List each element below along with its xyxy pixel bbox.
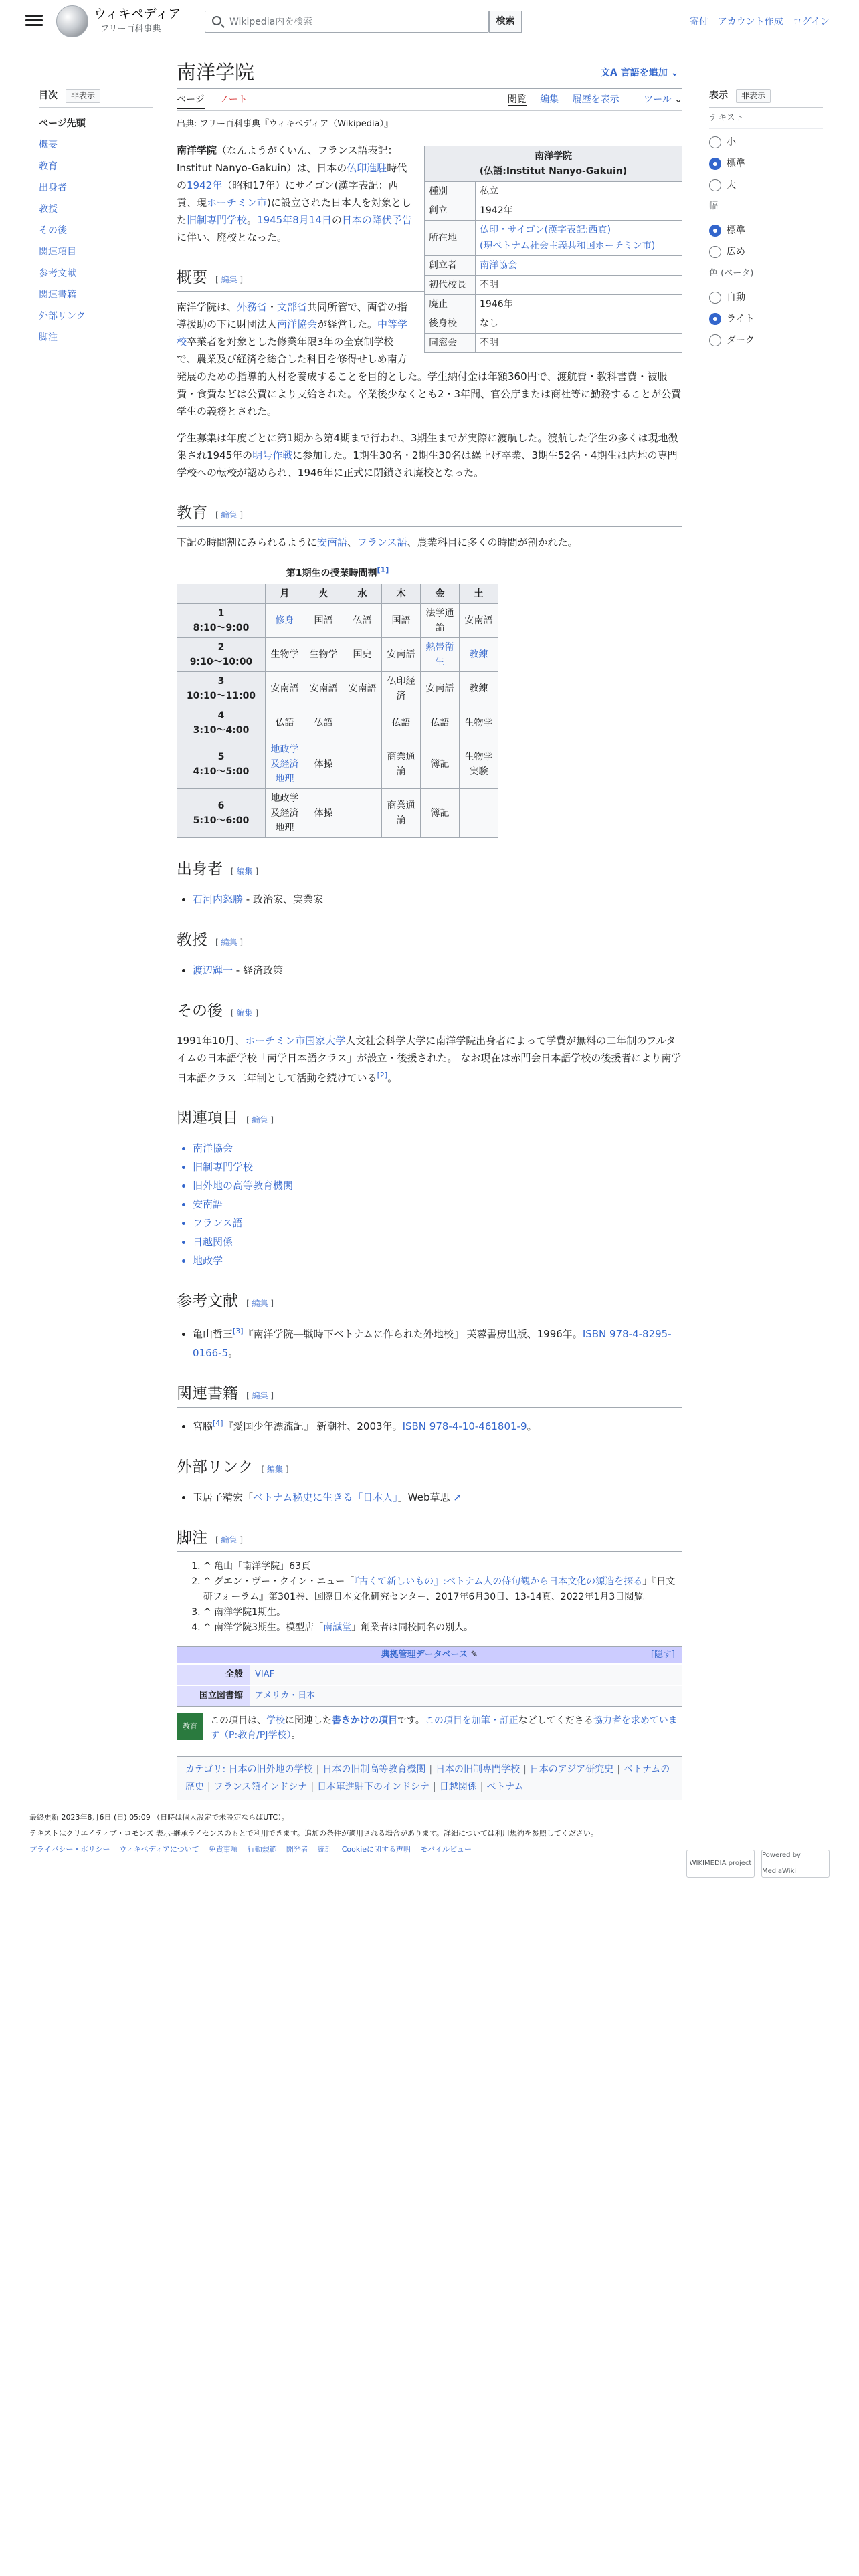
- schedule-cell: 仏語: [304, 706, 343, 740]
- infobox-key: 所在地: [425, 221, 476, 256]
- section-heading-after: その後 [ 編集 ]: [177, 1000, 682, 1025]
- infobox-caption: 南洋学院 (仏語:Institut Nanyo-Gakuin): [425, 146, 682, 182]
- infobox-key: 種別: [425, 182, 476, 201]
- footer-link[interactable]: Cookieに関する声明: [341, 1845, 411, 1854]
- category-separator: |: [480, 1781, 484, 1792]
- tab-tools[interactable]: ツール ⌄: [644, 94, 682, 105]
- schedule-cell: 安南語: [343, 671, 382, 706]
- toc-item[interactable]: 出身者: [39, 183, 67, 194]
- link[interactable]: 協力者を求めています: [210, 1715, 678, 1741]
- schedule-cell: 商業通論: [382, 740, 421, 788]
- section-heading-related: 関連項目 [ 編集 ]: [177, 1107, 682, 1132]
- category-separator: |: [207, 1781, 211, 1792]
- link[interactable]: ホーチミン市国家大学: [245, 1034, 346, 1047]
- stub-icon: 教育: [177, 1713, 203, 1740]
- toc-item[interactable]: ページ先頭: [39, 118, 86, 130]
- list-item: • 亀山哲三[3]『南洋学院―戦時下ベトナムに作られた外地校』 芙蓉書房出版、1996年。ISBN 978-4-8295-0166-5。: [193, 1322, 682, 1362]
- search-input[interactable]: [205, 11, 489, 33]
- radio-label: 標準: [727, 225, 745, 236]
- section-heading-references: 参考文献 [ 編集 ]: [177, 1290, 682, 1315]
- radio-width-standard[interactable]: [709, 225, 721, 237]
- link[interactable]: 石河内怒勝: [193, 893, 244, 905]
- authority-control: [177, 1646, 682, 1707]
- schedule-cell: 生物学: [460, 706, 498, 740]
- radio-label: 広め: [727, 246, 745, 257]
- radio-label: 小: [727, 137, 736, 148]
- authority-key: 国立図書館: [177, 1686, 250, 1706]
- edit-link[interactable]: 編集: [236, 1008, 253, 1018]
- category-separator: |: [310, 1781, 314, 1792]
- after-paragraph: 1991年10月、ホーチミン市国家大学人文社会科学大学に南洋学院出身者によって学費が無料の二年制のフルタイムの日本語学校「南学日本語クラス」が設立・後援された。 なお現在は赤門会日本語学校の後援者により南学日本語クラス二年制として活動を続けている[2]。: [177, 1034, 682, 1084]
- toc-hide-button[interactable]: 非表示: [66, 89, 100, 103]
- section-heading-overview: 概要 [ 編集 ]: [177, 266, 682, 292]
- radio-width-wide[interactable]: [709, 246, 721, 258]
- schedule-cell: 仏語: [382, 706, 421, 740]
- link[interactable]: 1942年: [187, 179, 223, 191]
- schedule-cell: 安南語: [382, 637, 421, 671]
- page-tabs: [177, 92, 682, 110]
- radio-color-dark[interactable]: [709, 334, 721, 346]
- link[interactable]: 南洋協会: [277, 318, 318, 330]
- schedule-cell: [460, 788, 498, 837]
- schedule-cell: 安南語: [304, 671, 343, 706]
- related-link[interactable]: • フランス語: [193, 1214, 682, 1232]
- link[interactable]: 渡辺輝一: [193, 964, 233, 976]
- category-separator: |: [433, 1781, 436, 1792]
- category-separator: |: [617, 1763, 620, 1775]
- edit-link[interactable]: 編集: [252, 1115, 268, 1125]
- category-link[interactable]: ベトナム: [486, 1781, 524, 1792]
- infobox-key: 廃止: [425, 295, 476, 314]
- schedule-period-header: 4 3:10〜4:00: [177, 706, 266, 740]
- link[interactable]: （P:教育/PJ学校）: [219, 1729, 292, 1741]
- infobox: [424, 146, 682, 353]
- authority-value[interactable]: VIAF: [250, 1665, 682, 1685]
- list-item: • 宮脇[4]『愛国少年漂流記』 新潮社、2003年。ISBN 978-4-10-461801-9。: [193, 1414, 682, 1436]
- schedule-table: [177, 560, 498, 838]
- schedule-day-header: 金: [421, 584, 460, 603]
- edit-link[interactable]: 編集: [267, 1464, 284, 1474]
- search-placeholder: Wikipedia内を検索: [229, 17, 313, 27]
- link[interactable]: 仏印進駐: [347, 162, 387, 174]
- footer-link[interactable]: 開発者: [286, 1845, 308, 1854]
- site-tagline: フリー百科事典: [100, 24, 161, 34]
- category-link[interactable]: 日本のアジア研究史: [529, 1763, 614, 1775]
- schedule-day-header: 水: [343, 584, 382, 603]
- schedule-cell: [343, 706, 382, 740]
- link[interactable]: 8月14日: [292, 214, 332, 226]
- schedule-cell: 商業通論: [382, 788, 421, 837]
- list-item: • 石河内怒勝 - 政治家、実業家: [193, 890, 682, 909]
- schedule-period-header: 6 5:10〜6:00: [177, 788, 266, 837]
- schedule-cell: 仏語: [266, 706, 304, 740]
- schedule-cell: 体操: [304, 740, 343, 788]
- intro-paragraph: 南洋学院（なんようがくいん、フランス語表記：Institut Nanyo-Gakuin）は、日本の仏印進駐時代の1942年（昭和17年）にサイゴン(漢字表記：西貢、現ホーチミン市)に設立された日本人を対象とした旧制専門学校。1945年8月14日の日本の降伏予告に伴い、廃校となった。: [177, 144, 412, 243]
- appearance-hide-button[interactable]: 非表示: [736, 89, 771, 103]
- link[interactable]: 書きかけの項目: [332, 1715, 397, 1726]
- categories-label[interactable]: カテゴリ:: [185, 1763, 226, 1775]
- radio-text-standard[interactable]: [709, 158, 721, 170]
- article-content: [177, 142, 682, 1800]
- link[interactable]: 旧制専門学校: [187, 214, 248, 226]
- category-link[interactable]: フランス領インドシナ: [213, 1781, 308, 1792]
- schedule-cell: 生物学: [266, 637, 304, 671]
- appearance-panel: [709, 88, 823, 351]
- schedule-caption: 第1期生の授業時間割[1]: [286, 566, 389, 579]
- link[interactable]: 外務省: [237, 301, 268, 313]
- schedule-day-header: 土: [460, 584, 498, 603]
- section-heading-notes: 脚注 [ 編集 ]: [177, 1527, 682, 1552]
- schedule-cell[interactable]: 地政学及経済地理: [266, 740, 304, 788]
- section-heading-education: 教育 [ 編集 ]: [177, 502, 682, 527]
- infobox-key: 創立者: [425, 256, 476, 276]
- radio-label: ライト: [727, 313, 755, 324]
- infobox-value[interactable]: 仏印・サイゴン(漢字表記:西貢) (現ベトナム社会主義共和国ホーチミン市): [476, 221, 682, 256]
- link[interactable]: 明号作戦: [252, 449, 293, 461]
- schedule-cell: [343, 740, 382, 788]
- footer-link[interactable]: プライバシー・ポリシー: [29, 1845, 110, 1854]
- category-separator: |: [523, 1763, 527, 1775]
- footer-link[interactable]: 統計: [317, 1845, 332, 1854]
- appearance-title: 表示: [709, 90, 728, 101]
- related-link[interactable]: • 地政学: [193, 1251, 682, 1270]
- footnote: 3. ^ 南洋学院1期生。: [203, 1605, 682, 1620]
- tab-page[interactable]: ページ: [177, 94, 205, 109]
- category-link[interactable]: 日本軍進駐下のインドシナ: [317, 1781, 430, 1792]
- section-heading-professors: 教授 [ 編集 ]: [177, 929, 682, 954]
- toc-item[interactable]: 参考文献: [39, 268, 76, 280]
- radio-label: ダーク: [727, 334, 755, 346]
- color-label: 色 (ベータ): [709, 267, 823, 284]
- toc-item[interactable]: 関連書籍: [39, 290, 76, 301]
- isbn-link[interactable]: ISBN 978-4-8295-0166-5: [193, 1327, 672, 1359]
- footer-link[interactable]: モバイルビュー: [420, 1845, 472, 1854]
- section-heading-external-links: 外部リンク [ 編集 ]: [177, 1456, 682, 1481]
- infobox-value: なし: [476, 314, 682, 334]
- category-links: [177, 1756, 682, 1800]
- last-modified: 最終更新 2023年8月6日 (日) 05:09 （日時は個人設定で未設定ならばUTC）。: [29, 1813, 289, 1822]
- donate-link[interactable]: 寄付: [689, 17, 708, 27]
- toc-title: 目次: [39, 90, 58, 101]
- schedule-cell: 仏語: [343, 603, 382, 637]
- edit-link[interactable]: 編集: [221, 1535, 237, 1545]
- authority-value[interactable]: アメリカ・日本: [250, 1686, 682, 1706]
- page-title: 南洋学院: [177, 61, 255, 84]
- infobox-value: 私立: [476, 182, 682, 201]
- footer: [29, 1810, 830, 1875]
- schedule-day-header: 月: [266, 584, 304, 603]
- overview-paragraph: 南洋学院は、外務省・文部省共同所管で、両省の指導援助の下に財団法人南洋協会が経営した。中等学校卒業者を対象とした修業年限3年の全寮制学校で、農業及び経済を総合した科目を修得せしめ南方発展のための指導的人材を養成することを目的とした。学生納付金は年額360円で、渡航費・教科書費・被服費・食費などは公費により支給された。卒業後少なくとも2・3年間、官公庁または商社等に勤務することが公費学生の義務とされた。: [177, 301, 682, 417]
- schedule-cell: 簿記: [421, 788, 460, 837]
- overview-paragraph: 学生募集は年度ごとに第1期から第4期まで行われ、3期生までが実際に渡航した。渡航した学生の多くは現地徴集され1945年の明号作戦に参加した。1期生30名・2期生30名は繰上げ卒業、3期生52名・4期生は内地の専門学校への転校が認められ、1946年に正式に閉鎖され廃校となった。: [177, 432, 678, 479]
- toc-item[interactable]: 教授: [39, 204, 58, 215]
- schedule-cell: 簿記: [421, 740, 460, 788]
- schedule-cell: 地政学及経済地理: [266, 788, 304, 837]
- radio-text-large[interactable]: [709, 179, 721, 191]
- main-menu-icon[interactable]: [25, 12, 43, 29]
- toc-item[interactable]: 概要: [39, 140, 58, 151]
- schedule-period-header: 2 9:10〜10:00: [177, 637, 266, 671]
- authority-key: 全般: [177, 1665, 250, 1685]
- schedule-cell: 安南語: [460, 603, 498, 637]
- tab-edit[interactable]: 編集: [540, 94, 559, 105]
- section-heading-books: 関連書籍 [ 編集 ]: [177, 1382, 682, 1408]
- list-item: • 玉居子精宏「ベトナム秘史に生きる「日本人」」Web草思 ↗: [193, 1488, 682, 1507]
- edit-link[interactable]: 編集: [221, 937, 237, 947]
- schedule-day-header: 火: [304, 584, 343, 603]
- hide-toggle[interactable]: [隠す]: [650, 1649, 675, 1660]
- toc-item[interactable]: 教育: [39, 161, 58, 173]
- infobox-value-link[interactable]: 南洋協会: [476, 256, 682, 276]
- edit-link[interactable]: 編集: [221, 275, 237, 284]
- infobox-key: 同窓会: [425, 334, 476, 353]
- link[interactable]: 文部省: [277, 301, 308, 313]
- toc-item[interactable]: 外部リンク: [39, 311, 86, 322]
- related-link[interactable]: • 日越関係: [193, 1232, 682, 1251]
- text-size-label: テキスト: [709, 112, 823, 129]
- tab-talk[interactable]: ノート: [219, 94, 248, 105]
- toc-item[interactable]: 関連項目: [39, 247, 76, 258]
- radio-label: 標準: [727, 158, 745, 170]
- wikipedia-logo-icon[interactable]: [56, 5, 88, 37]
- related-link[interactable]: • 南洋協会: [193, 1139, 682, 1158]
- category-link[interactable]: 日越関係: [439, 1781, 477, 1792]
- isbn-link[interactable]: ISBN 978-4-10-461801-9: [402, 1420, 527, 1432]
- link[interactable]: 中等学校: [177, 318, 408, 348]
- link[interactable]: 南誠堂: [323, 1622, 352, 1633]
- infobox-value: 不明: [476, 276, 682, 295]
- schedule-cell: 教練: [460, 671, 498, 706]
- footnote: 1. ^ 亀山「南洋学院」63頁: [203, 1559, 682, 1574]
- title-divider: [177, 88, 682, 89]
- schedule-cell: 安南語: [266, 671, 304, 706]
- search-icon: [212, 16, 221, 25]
- category-link[interactable]: ベトナムの歴史: [185, 1763, 670, 1792]
- related-link[interactable]: • 安南語: [193, 1195, 682, 1214]
- education-paragraph: 下記の時間割にみられるように安南語、フランス語、農業科目に多くの時間が割かれた。: [177, 536, 578, 548]
- schedule-cell: 仏印経済: [382, 671, 421, 706]
- edit-link[interactable]: 編集: [221, 510, 237, 520]
- stub-notice: 教育 この項目は、学校に関連した書きかけの項目です。この項目を加筆・訂正などしてくださる協力者を求めています（P:教育/PJ学校）。: [177, 1713, 682, 1743]
- schedule-cell: 国語: [382, 603, 421, 637]
- edit-link[interactable]: 編集: [236, 866, 253, 876]
- radio-label: 大: [727, 180, 736, 191]
- infobox-value: 1946年: [476, 295, 682, 314]
- list-item: • 渡辺輝一 - 経済政策: [193, 961, 682, 980]
- edit-icon[interactable]: ✎: [470, 1649, 478, 1660]
- link[interactable]: 1945年: [257, 214, 293, 226]
- related-link[interactable]: • 旧外地の高等教育機関: [193, 1176, 682, 1195]
- schedule-cell[interactable]: 熱帯衛生: [421, 637, 460, 671]
- radio-color-auto[interactable]: [709, 292, 721, 304]
- schedule-cell: 法学通論: [421, 603, 460, 637]
- wikimedia-badge[interactable]: WIKIMEDIA project: [686, 1850, 755, 1878]
- add-language-button[interactable]: 文A 言語を追加 ⌄: [601, 68, 679, 78]
- footer-link[interactable]: 免責事項: [208, 1845, 238, 1854]
- site-wordmark[interactable]: ウィキペディア: [94, 7, 181, 21]
- link[interactable]: フランス語: [357, 536, 407, 548]
- schedule-cell[interactable]: 修身: [266, 603, 304, 637]
- category-link[interactable]: 日本の旧制専門学校: [436, 1763, 520, 1775]
- link[interactable]: 『古くて新しいもの』:ベトナム人の侍句観から日本文化の源造を探る: [354, 1576, 643, 1587]
- link[interactable]: 日本の降伏予告: [341, 214, 412, 226]
- authority-title[interactable]: 典拠管理データベース: [381, 1649, 468, 1660]
- tabs-divider: [177, 110, 682, 111]
- related-link[interactable]: • 旧制専門学校: [193, 1158, 682, 1176]
- toc-item[interactable]: その後: [39, 225, 67, 237]
- width-label: 幅: [709, 200, 823, 217]
- infobox-value: 不明: [476, 334, 682, 353]
- infobox-value: 1942年: [476, 201, 682, 221]
- toc-item[interactable]: 脚注: [39, 332, 58, 344]
- user-links: [680, 15, 830, 29]
- section-heading-alumni: 出身者 [ 編集 ]: [177, 858, 682, 883]
- create-account-link[interactable]: アカウント作成: [717, 17, 783, 27]
- schedule-cell: 安南語: [421, 671, 460, 706]
- category-separator: |: [316, 1763, 320, 1775]
- license-text: テキストはクリエイティブ・コモンズ 表示-継承ライセンスのもとで利用できます。追加の条件が適用される場合があります。詳細については利用規約を参照してください。: [29, 1829, 598, 1838]
- table-of-contents: [39, 88, 153, 348]
- footnote: 2. ^ グエン・ヴー・クイン・ニュー「『古くて新しいもの』:ベトナム人の侍句観から日本文化の源造を探る」『日文研フォーラム』第301巻、国際日本文化研究センター、2017年6月30日、13-14頁、2022年1月3日閲覧。: [203, 1574, 682, 1605]
- category-separator: |: [429, 1763, 433, 1775]
- mediawiki-badge[interactable]: Powered by MediaWiki: [761, 1850, 830, 1878]
- schedule-cell: 仏語: [421, 706, 460, 740]
- radio-label: 自動: [727, 292, 745, 303]
- schedule-cell[interactable]: 教練: [460, 637, 498, 671]
- tab-read[interactable]: 閲覧: [507, 94, 527, 105]
- link[interactable]: ホーチミン市: [207, 197, 268, 209]
- site-header: [0, 0, 859, 43]
- link[interactable]: 学校: [266, 1715, 285, 1726]
- footer-link[interactable]: 行動規範: [247, 1845, 277, 1854]
- schedule-cell: 国語: [304, 603, 343, 637]
- edit-link[interactable]: 編集: [252, 1298, 268, 1308]
- schedule-period-header: 5 4:10〜5:00: [177, 740, 266, 788]
- schedule-period-header: 3 10:10〜11:00: [177, 671, 266, 706]
- external-link[interactable]: ベトナム秘史に生きる「日本人」: [253, 1491, 398, 1503]
- category-link[interactable]: 日本の旧制高等教育機関: [322, 1763, 426, 1775]
- radio-color-light[interactable]: [709, 313, 721, 325]
- external-link-icon: ↗: [453, 1491, 462, 1503]
- schedule-cell: 国史: [343, 637, 382, 671]
- edit-link[interactable]: 編集: [252, 1390, 268, 1400]
- link[interactable]: 安南語: [317, 536, 348, 548]
- search-button[interactable]: 検索: [489, 11, 522, 33]
- category-link[interactable]: 日本の旧外地の学校: [228, 1763, 313, 1775]
- schedule-corner: [177, 584, 266, 603]
- link[interactable]: この項目を加筆・訂正: [424, 1715, 518, 1726]
- schedule-cell: 生物学: [304, 637, 343, 671]
- infobox-key: 初代校長: [425, 276, 476, 295]
- footer-link[interactable]: ウィキペディアについて: [119, 1845, 199, 1854]
- radio-text-small[interactable]: [709, 136, 721, 148]
- schedule-day-header: 木: [382, 584, 421, 603]
- login-link[interactable]: ログイン: [792, 17, 830, 27]
- schedule-cell: 体操: [304, 788, 343, 837]
- source-line: 出典: フリー百科事典『ウィキペディア（Wikipedia）』: [177, 119, 393, 129]
- tab-history[interactable]: 履歴を表示: [572, 94, 619, 105]
- infobox-key: 創立: [425, 201, 476, 221]
- schedule-cell: 生物学実験: [460, 740, 498, 788]
- footnote: 4. ^ 南洋学院3期生。模型店「南誠堂」創業者は同校同名の別人。: [203, 1620, 682, 1636]
- schedule-cell: [343, 788, 382, 837]
- infobox-key: 後身校: [425, 314, 476, 334]
- schedule-period-header: 1 8:10〜9:00: [177, 603, 266, 637]
